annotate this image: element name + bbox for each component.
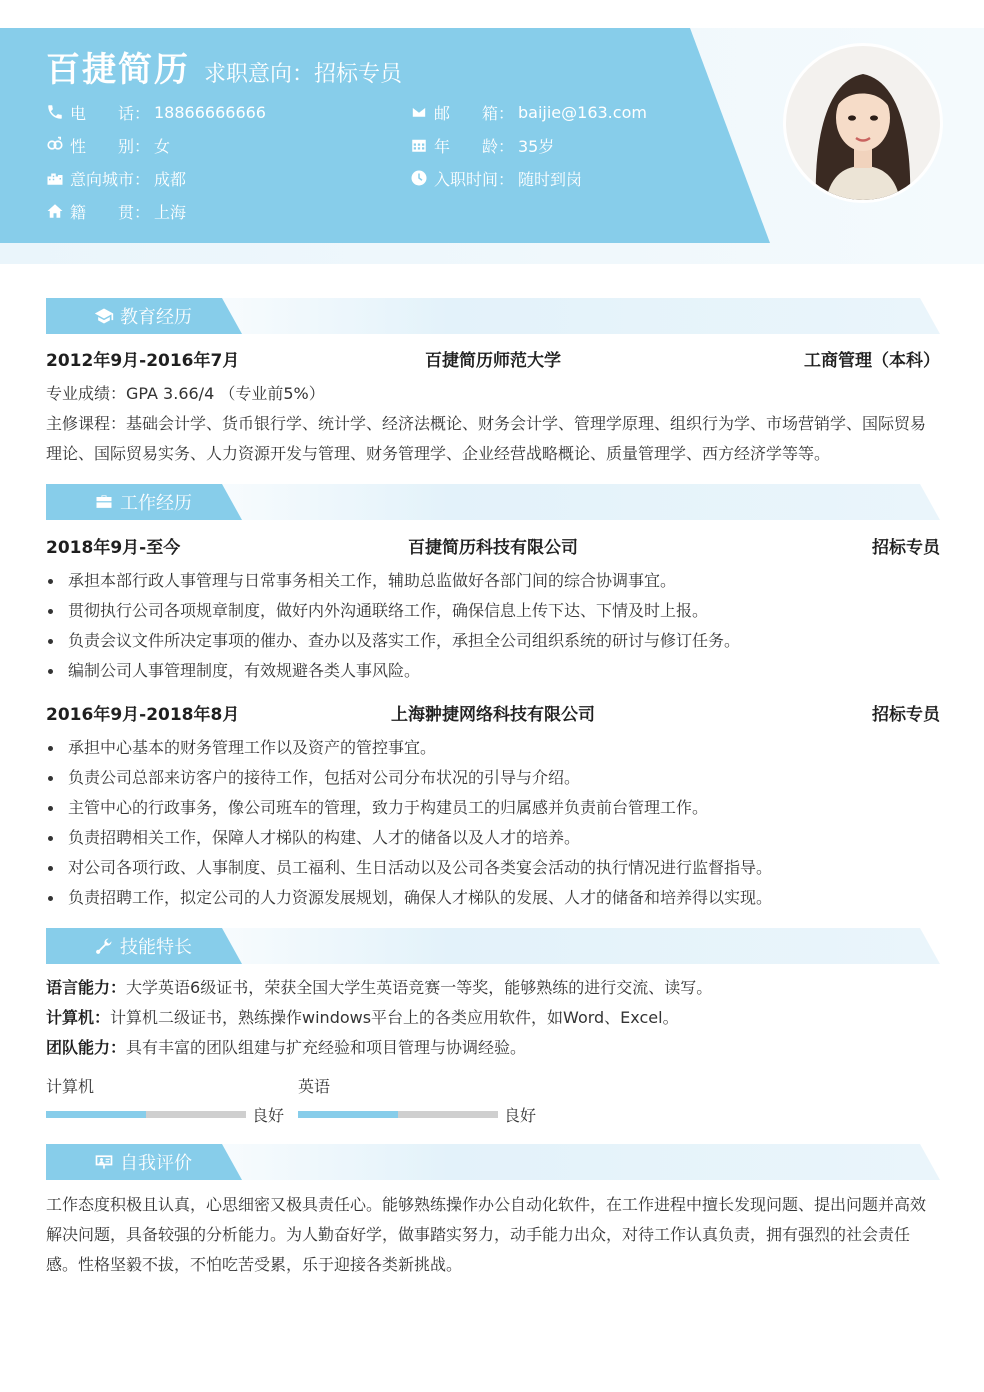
info-value: 成都 [154,169,187,189]
list-item: 负责公司总部来访客户的接待工作，包括对公司分布状况的引导与介绍。 [46,763,940,793]
city-icon [46,169,64,187]
skill-bar-level: 良好 [504,1106,537,1125]
info-value: 随时到岗 [518,169,583,189]
skill-text: 大学英语6级证书，荣获全国大学生英语竞赛一等奖，能够熟练的进行交流、读写。 [126,978,713,997]
section-title-text: 教育经历 [120,307,192,328]
home-icon [46,202,64,220]
skill-label: 语言能力： [46,978,127,997]
section-title [94,484,192,520]
education-score: 专业成绩：GPA 3.66/4 （专业前5%） [46,384,325,403]
job-date: 2016年9月-2018年8月 [46,705,240,725]
list-item: 编制公司人事管理制度，有效规避各类人事风险。 [46,656,940,686]
info-hometown [46,199,186,223]
skill-text: 计算机二级证书，熟练操作windows平台上的各类应用软件，如Word、Excel。 [110,1008,679,1027]
section-title [94,298,192,334]
job-company: 百捷简历科技有限公司 [408,538,578,558]
skill-label: 计算机： [46,1008,111,1027]
section-skills-header [46,928,940,964]
section-title-text: 自我评价 [120,1153,192,1174]
info-value: baijie@163.com [518,102,647,122]
info-gender [46,133,170,157]
job-intent: 求职意向：招标专员 [204,62,403,87]
skill-bar-label: 英语 [298,1077,331,1096]
presentation-icon [94,1152,114,1172]
info-value: 18866666666 [154,102,266,122]
info-label: 年 龄： [434,136,515,156]
avatar [786,46,940,200]
gender-icon [46,136,64,154]
section-title [94,928,192,964]
skill-team [46,1033,940,1063]
info-label: 电 话： [70,103,151,123]
section-title-text: 工作经历 [120,493,192,514]
briefcase-icon [94,492,114,512]
info-value: 35岁 [518,136,555,156]
info-phone [46,100,266,124]
job-duties [46,733,940,913]
section-self-header [46,1144,940,1180]
skill-bar-fill [298,1111,398,1118]
list-item: 主管中心的行政事务，像公司班车的管理，致力于构建员工的归属感并负责前台管理工作。 [46,793,940,823]
list-item: 对公司各项行政、人事制度、员工福利、生日活动以及公司各类宴会活动的执行情况进行监督指导。 [46,853,940,883]
education-courses: 主修课程：基础会计学、货币银行学、统计学、经济法概论、财务会计学、管理学原理、组织行为学、市场营销学、国际贸易理论、国际贸易实务、人力资源开发与管理、财务管理学、企业经营战略概论、质量管理学、西方经济学等等。 [46,414,927,463]
info-city [46,166,186,190]
mail-icon [410,103,428,121]
list-item: 承担本部行政人事管理与日常事务相关工作，辅助总监做好各部门间的综合协调事宜。 [46,566,940,596]
wrench-icon [94,936,114,956]
education-row [46,346,940,372]
job-role: 招标专员 [872,705,940,725]
skill-bar [298,1111,498,1118]
section-title [94,1144,192,1180]
header-title [46,42,402,91]
job-role: 招标专员 [872,538,940,558]
job-row [46,533,940,559]
skill-bar-label: 计算机 [46,1077,95,1096]
info-value: 上海 [154,202,187,222]
skill-computer [46,1003,940,1033]
education-school: 百捷简历师范大学 [425,351,561,371]
info-start [410,166,582,190]
skill-bar [46,1111,246,1118]
calendar-icon [410,136,428,154]
job-duties [46,566,940,686]
info-age [410,133,554,157]
section-education-header [46,298,940,334]
skill-bar-level: 良好 [252,1106,285,1125]
list-item: 负责招聘工作，拟定公司的人力资源发展规划，确保人才梯队的发展、人才的储备和培养得以实现。 [46,883,940,913]
job-company: 上海翀捷网络科技有限公司 [391,705,595,725]
list-item: 负责会议文件所决定事项的催办、查办以及落实工作，承担全公司组织系统的研讨与修订任务。 [46,626,940,656]
skill-label: 团队能力： [46,1038,127,1057]
info-label: 邮 箱： [434,103,515,123]
info-label: 入职时间： [434,169,515,189]
job-date: 2018年9月-至今 [46,538,181,558]
clock-icon [410,169,428,187]
section-title-text: 技能特长 [120,937,192,958]
education-major: 工商管理（本科） [804,351,940,371]
list-item: 负责招聘相关工作，保障人才梯队的构建、人才的储备以及人才的培养。 [46,823,940,853]
graduation-cap-icon [94,306,114,326]
skill-text: 具有丰富的团队组建与扩充经验和项目管理与协调经验。 [126,1038,527,1057]
info-label: 籍 贯： [70,202,151,222]
info-label: 意向城市： [70,169,151,189]
resume-name: 百捷简历 [46,50,190,90]
education-date: 2012年9月-2016年7月 [46,351,240,371]
job-row [46,700,940,726]
skill-bar-fill [46,1111,146,1118]
list-item: 承担中心基本的财务管理工作以及资产的管控事宜。 [46,733,940,763]
self-evaluation-text: 工作态度积极且认真，心思细密又极具责任心。能够熟练操作办公自动化软件，在工作进程中擅长发现问题、提出问题并高效解决问题，具备较强的分析能力。为人勤奋好学，做事踏实努力，动手能力出众，对待工作认真负责，拥有强烈的社会责任感。性格坚毅不拔，不怕吃苦受累，乐于迎接各类新挑战。 [46,1195,927,1274]
phone-icon [46,103,64,121]
info-value: 女 [154,136,171,156]
info-label: 性 别： [70,136,151,156]
info-email [410,100,647,124]
section-work-header [46,484,940,520]
skill-language [46,973,940,1003]
list-item: 贯彻执行公司各项规章制度，做好内外沟通联络工作，确保信息上传下达、下情及时上报。 [46,596,940,626]
